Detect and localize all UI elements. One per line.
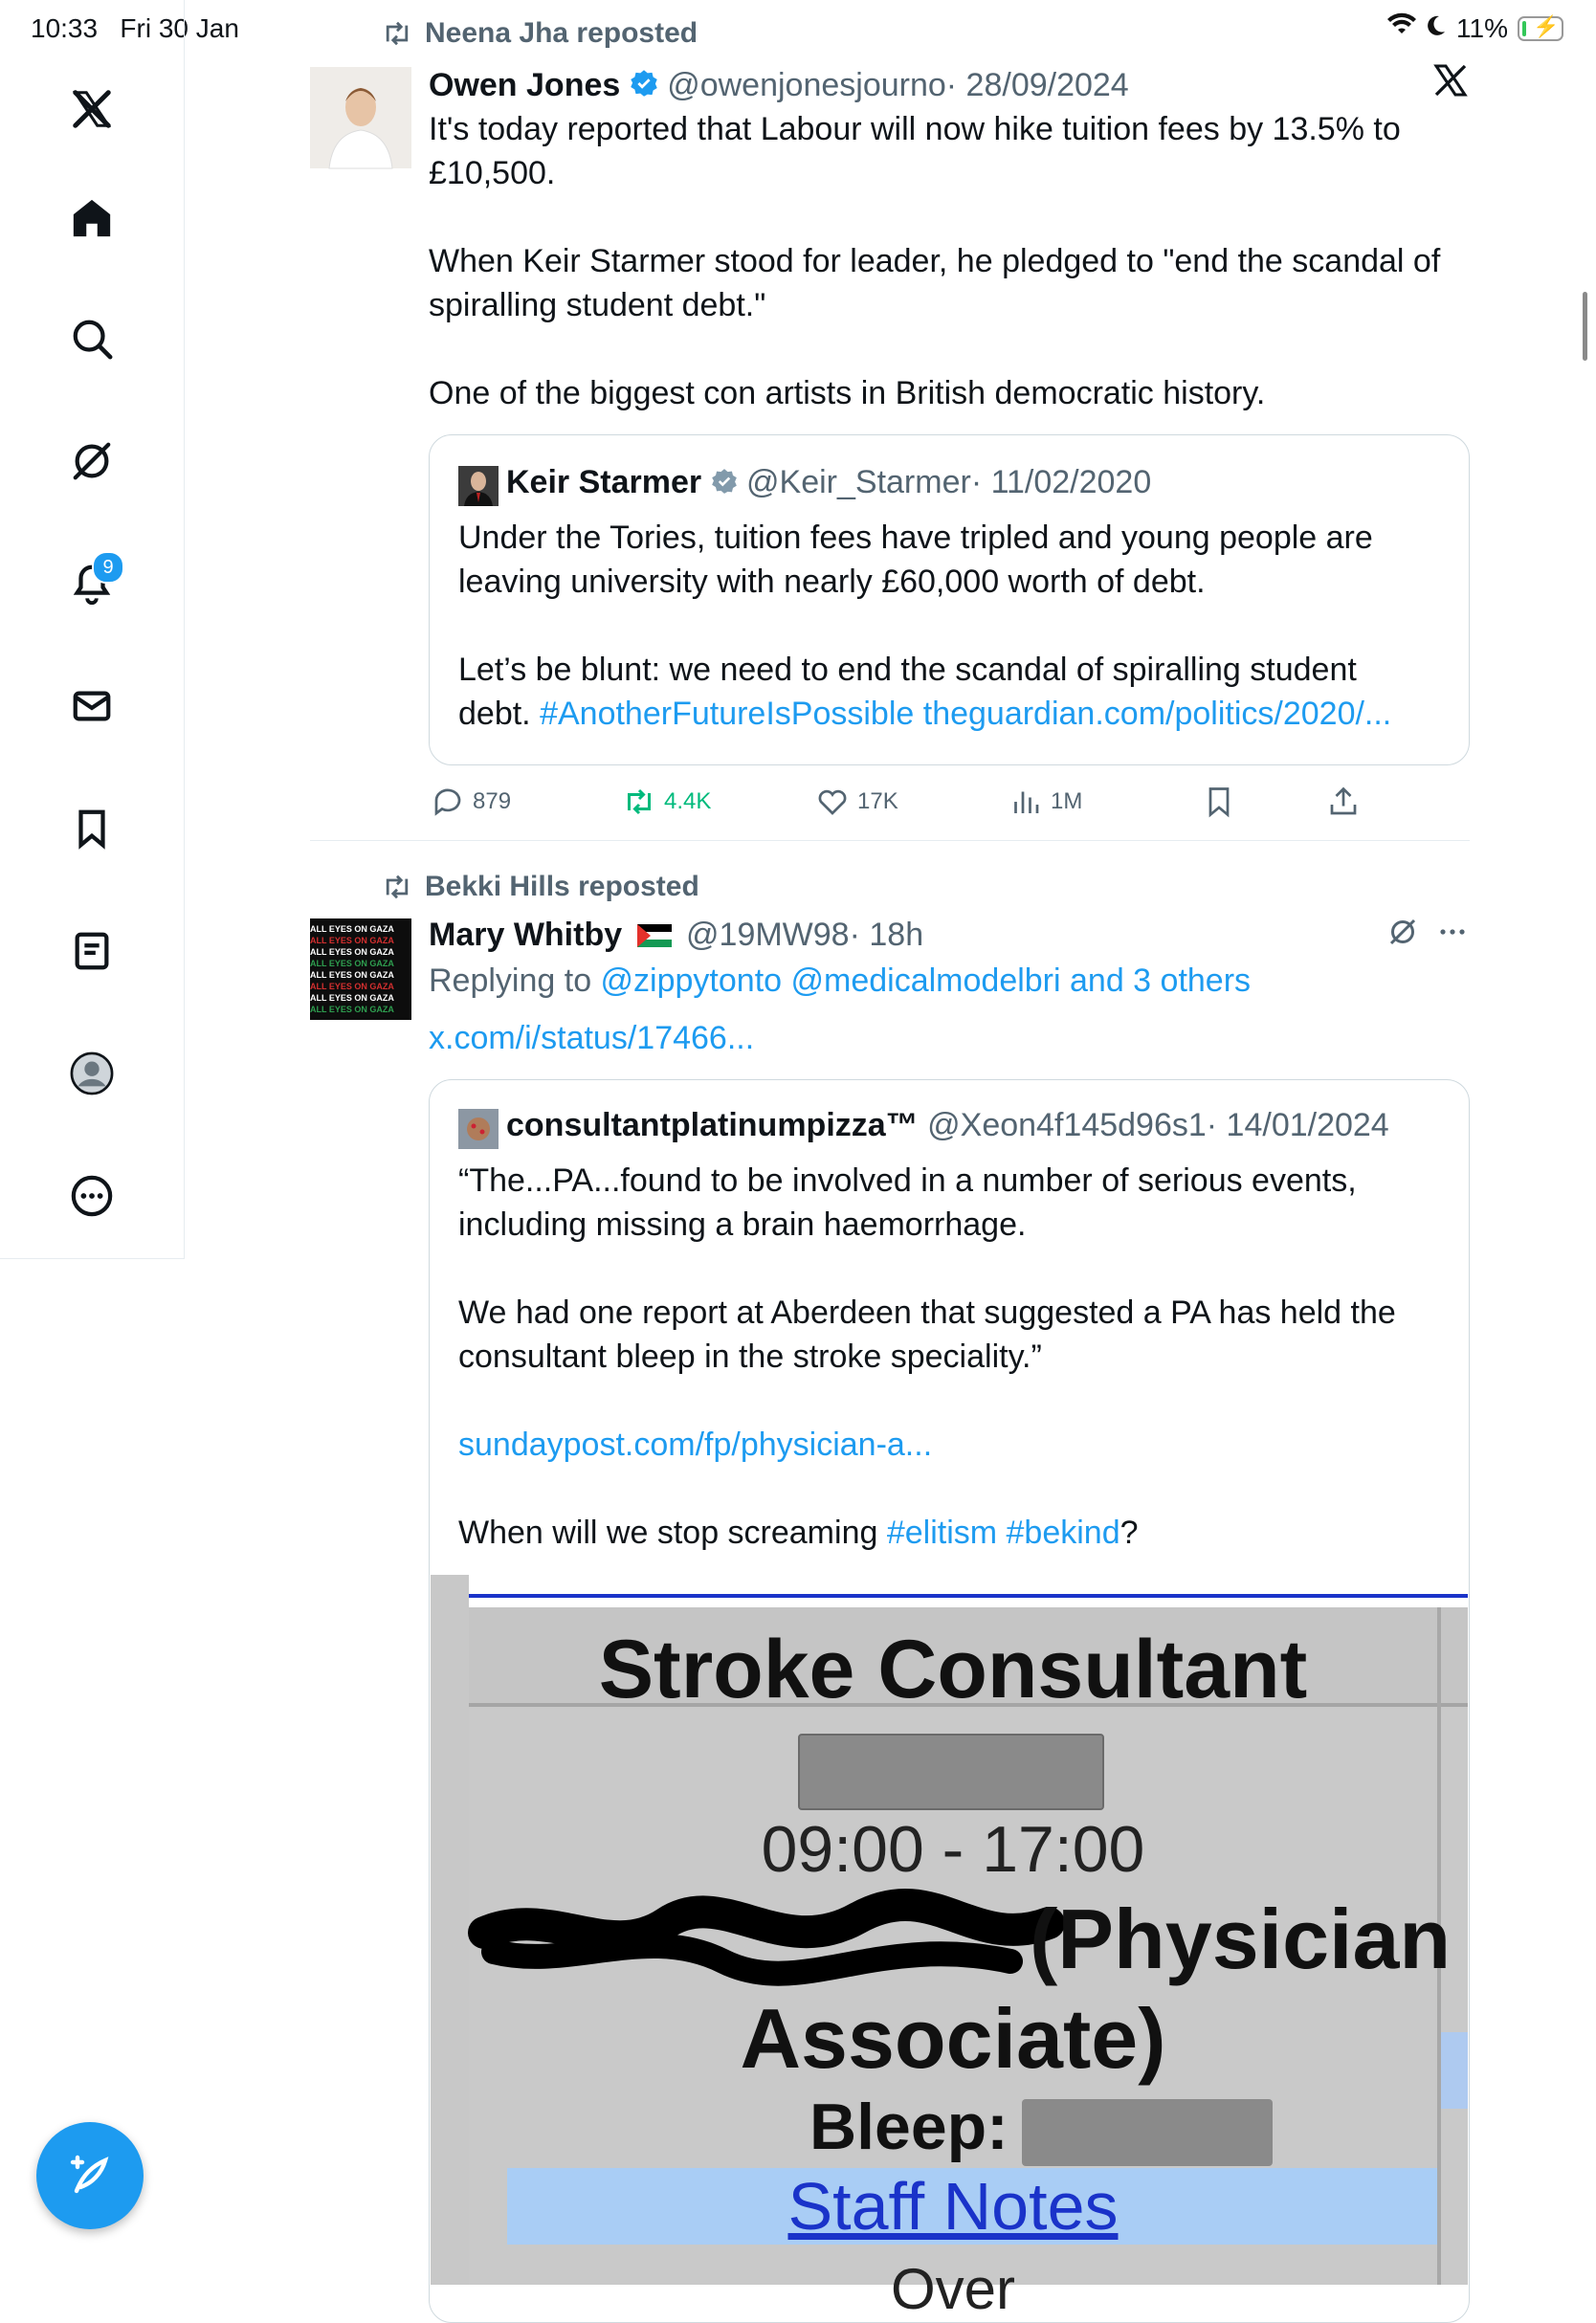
tweet-text-line: spiralling student debt." <box>429 287 766 323</box>
url-link[interactable]: theguardian.com/politics/2020/... <box>914 696 1392 732</box>
redacted-bleep-box <box>1022 2099 1273 2166</box>
quoted-tweet-card[interactable] <box>429 434 1470 765</box>
author-name[interactable]: Owen Jones <box>429 67 621 103</box>
svg-text:ALL EYES ON GAZA: ALL EYES ON GAZA <box>310 959 394 968</box>
hashtag-link[interactable]: #AnotherFutureIsPossible <box>540 696 915 732</box>
bookmark-button[interactable] <box>1202 785 1236 819</box>
reply-count: 879 <box>473 788 512 814</box>
bookmarks-icon[interactable] <box>63 800 121 857</box>
redacted-scribble <box>475 1894 1068 1982</box>
like-button[interactable] <box>815 785 898 819</box>
image-over-text: Over <box>890 2257 1016 2321</box>
quoted-text-line: leaving university with nearly £60,000 worth of debt. <box>458 564 1206 600</box>
svg-text:ALL EYES ON GAZA: ALL EYES ON GAZA <box>310 924 394 934</box>
tweet-divider <box>310 840 1470 841</box>
quoted-text-line: “The...PA...found to be involved in a number of serious events, <box>458 1162 1357 1199</box>
reply-icon <box>431 785 465 819</box>
image-staff-notes: Staff Notes <box>787 2169 1119 2244</box>
search-icon[interactable] <box>63 310 121 367</box>
quoted-text-line: ? <box>1119 1515 1139 1551</box>
replying-to-link[interactable]: @zippytonto @medicalmodelbri and 3 others <box>600 962 1252 999</box>
profile-avatar-icon[interactable] <box>63 1045 121 1102</box>
status-clock: 10:33 <box>31 13 99 43</box>
quoted-body <box>458 1159 1453 1555</box>
wifi-icon <box>1387 13 1416 44</box>
tweet-text-line: £10,500. <box>429 155 556 191</box>
svg-text:ALL EYES ON GAZA: ALL EYES ON GAZA <box>310 993 394 1003</box>
author-name[interactable]: Mary Whitby <box>429 917 623 953</box>
view-count: 1M <box>1051 788 1083 814</box>
grok-icon[interactable] <box>63 432 121 490</box>
tweet-time[interactable]: · 18h <box>849 917 924 953</box>
quoted-date: · 14/01/2024 <box>1206 1107 1389 1143</box>
quoted-author-handle: @Keir_Starmer <box>746 464 971 500</box>
svg-text:ALL EYES ON GAZA: ALL EYES ON GAZA <box>310 936 394 945</box>
status-date: Fri 30 Jan <box>120 13 239 43</box>
keir-starmer-avatar <box>458 466 499 506</box>
svg-text:ALL EYES ON GAZA: ALL EYES ON GAZA <box>310 982 394 991</box>
battery-percent: 11% <box>1456 13 1508 43</box>
repost-icon <box>622 785 656 819</box>
repost-indicator <box>381 871 699 903</box>
tweet-date[interactable]: · 28/09/2024 <box>945 67 1129 103</box>
messages-icon[interactable] <box>63 677 121 735</box>
hashtag-link[interactable]: #bekind <box>997 1515 1120 1551</box>
quoted-text-line: debt. <box>458 696 541 732</box>
status-link[interactable]: x.com/i/status/17466... <box>429 1020 755 1056</box>
redacted-box <box>798 1734 1104 1810</box>
quoted-text-line: Under the Tories, tuition fees have tripled and young people are <box>458 520 1373 556</box>
x-logo-icon[interactable] <box>63 80 121 138</box>
bookmark-icon <box>1202 785 1236 819</box>
status-indicators <box>1387 13 1563 44</box>
notifications-badge: 9 <box>92 551 124 584</box>
image-hours: 09:00 - 17:00 <box>761 1813 1145 1886</box>
home-icon[interactable] <box>63 189 121 247</box>
views-button[interactable] <box>1009 785 1082 819</box>
replying-prefix: Replying to <box>429 962 601 999</box>
more-icon[interactable] <box>63 1167 121 1225</box>
quoted-text-line: We had one report at Aberdeen that suggested a PA has held the <box>458 1294 1396 1331</box>
notifications-icon[interactable] <box>63 555 121 612</box>
palestine-flag-icon <box>637 915 672 959</box>
quoted-text-line: including missing a brain haemorrhage. <box>458 1206 1027 1243</box>
verified-badge-grey-icon <box>711 462 738 506</box>
share-icon <box>1326 785 1361 819</box>
svg-text:ALL EYES ON GAZA: ALL EYES ON GAZA <box>310 970 394 980</box>
url-link[interactable]: sundaypost.com/fp/physician-a... <box>458 1427 933 1463</box>
share-button[interactable] <box>1326 785 1361 819</box>
svg-text:ALL EYES ON GAZA: ALL EYES ON GAZA <box>310 1005 394 1014</box>
image-table <box>469 1607 1468 2321</box>
tweet-text-line: One of the biggest con artists in British democratic history. <box>429 375 1266 411</box>
quoted-text-line: Let’s be blunt: we need to end the scandal of spiralling student <box>458 652 1357 688</box>
image-header-strip <box>469 1575 1468 1607</box>
lists-icon[interactable] <box>63 922 121 980</box>
views-chart-icon <box>1009 785 1043 819</box>
author-handle[interactable]: @owenjonesjourno <box>667 67 946 103</box>
left-nav <box>0 0 185 1259</box>
owen-jones-avatar[interactable] <box>310 67 411 168</box>
quoted-date: · 11/02/2020 <box>970 464 1152 500</box>
quoted-author-name: Keir Starmer <box>506 464 702 500</box>
quoted-author-name: consultantplatinumpizza™ <box>506 1107 919 1143</box>
quoted-body <box>458 516 1453 736</box>
compose-feather-icon <box>67 2153 113 2199</box>
more-options-icon[interactable] <box>1437 918 1468 950</box>
image-role-line: Associate) <box>740 1991 1166 2086</box>
svg-text:ALL EYES ON GAZA: ALL EYES ON GAZA <box>310 947 394 957</box>
battery-icon: ⚡ <box>1518 16 1563 41</box>
like-count: 17K <box>857 788 898 814</box>
image-role-line: (Physician <box>1030 1892 1452 1986</box>
grok-icon[interactable] <box>1385 915 1420 954</box>
hashtag-link[interactable]: #elitism <box>886 1515 998 1551</box>
image-heading: Stroke Consultant <box>598 1624 1308 1715</box>
moon-icon <box>1426 13 1447 44</box>
quoted-text-line: consultant bleep in the stroke speciality.” <box>458 1338 1042 1375</box>
repost-by-text: Bekki Hills reposted <box>425 871 699 902</box>
repost-indicator <box>381 17 698 50</box>
verified-badge-icon <box>630 65 658 109</box>
author-handle[interactable]: @19MW98 <box>686 917 850 953</box>
tweet-text-line: When Keir Starmer stood for leader, he pledged to "end the scandal of <box>429 243 1441 279</box>
reply-button[interactable] <box>431 785 511 819</box>
quoted-text-line: When will we stop screaming <box>458 1515 887 1551</box>
image-side-highlight <box>1441 2032 1468 2109</box>
repost-button[interactable] <box>622 785 711 819</box>
replying-to <box>429 959 1251 1003</box>
scroll-indicator[interactable] <box>1583 292 1587 361</box>
image-bleep-label: Bleep: <box>809 2091 1009 2163</box>
tweet-body <box>429 107 1481 415</box>
tweet-text-line: It's today reported that Labour will now hike tuition fees by 13.5% to <box>429 111 1401 147</box>
x-close-icon[interactable] <box>1431 61 1470 104</box>
repost-by-text: Neena Jha reposted <box>425 17 698 49</box>
compose-button[interactable] <box>36 2122 144 2229</box>
consultantplatinumpizza-avatar <box>458 1109 499 1149</box>
mary-whitby-avatar[interactable] <box>310 918 411 1020</box>
repost-icon <box>381 20 413 47</box>
quoted-author-handle: @Xeon4f145d96s1 <box>927 1107 1207 1143</box>
heart-icon <box>815 785 850 819</box>
repost-count: 4.4K <box>664 788 712 814</box>
repost-icon <box>381 874 413 900</box>
quoted-media-image[interactable] <box>431 1575 1468 2321</box>
